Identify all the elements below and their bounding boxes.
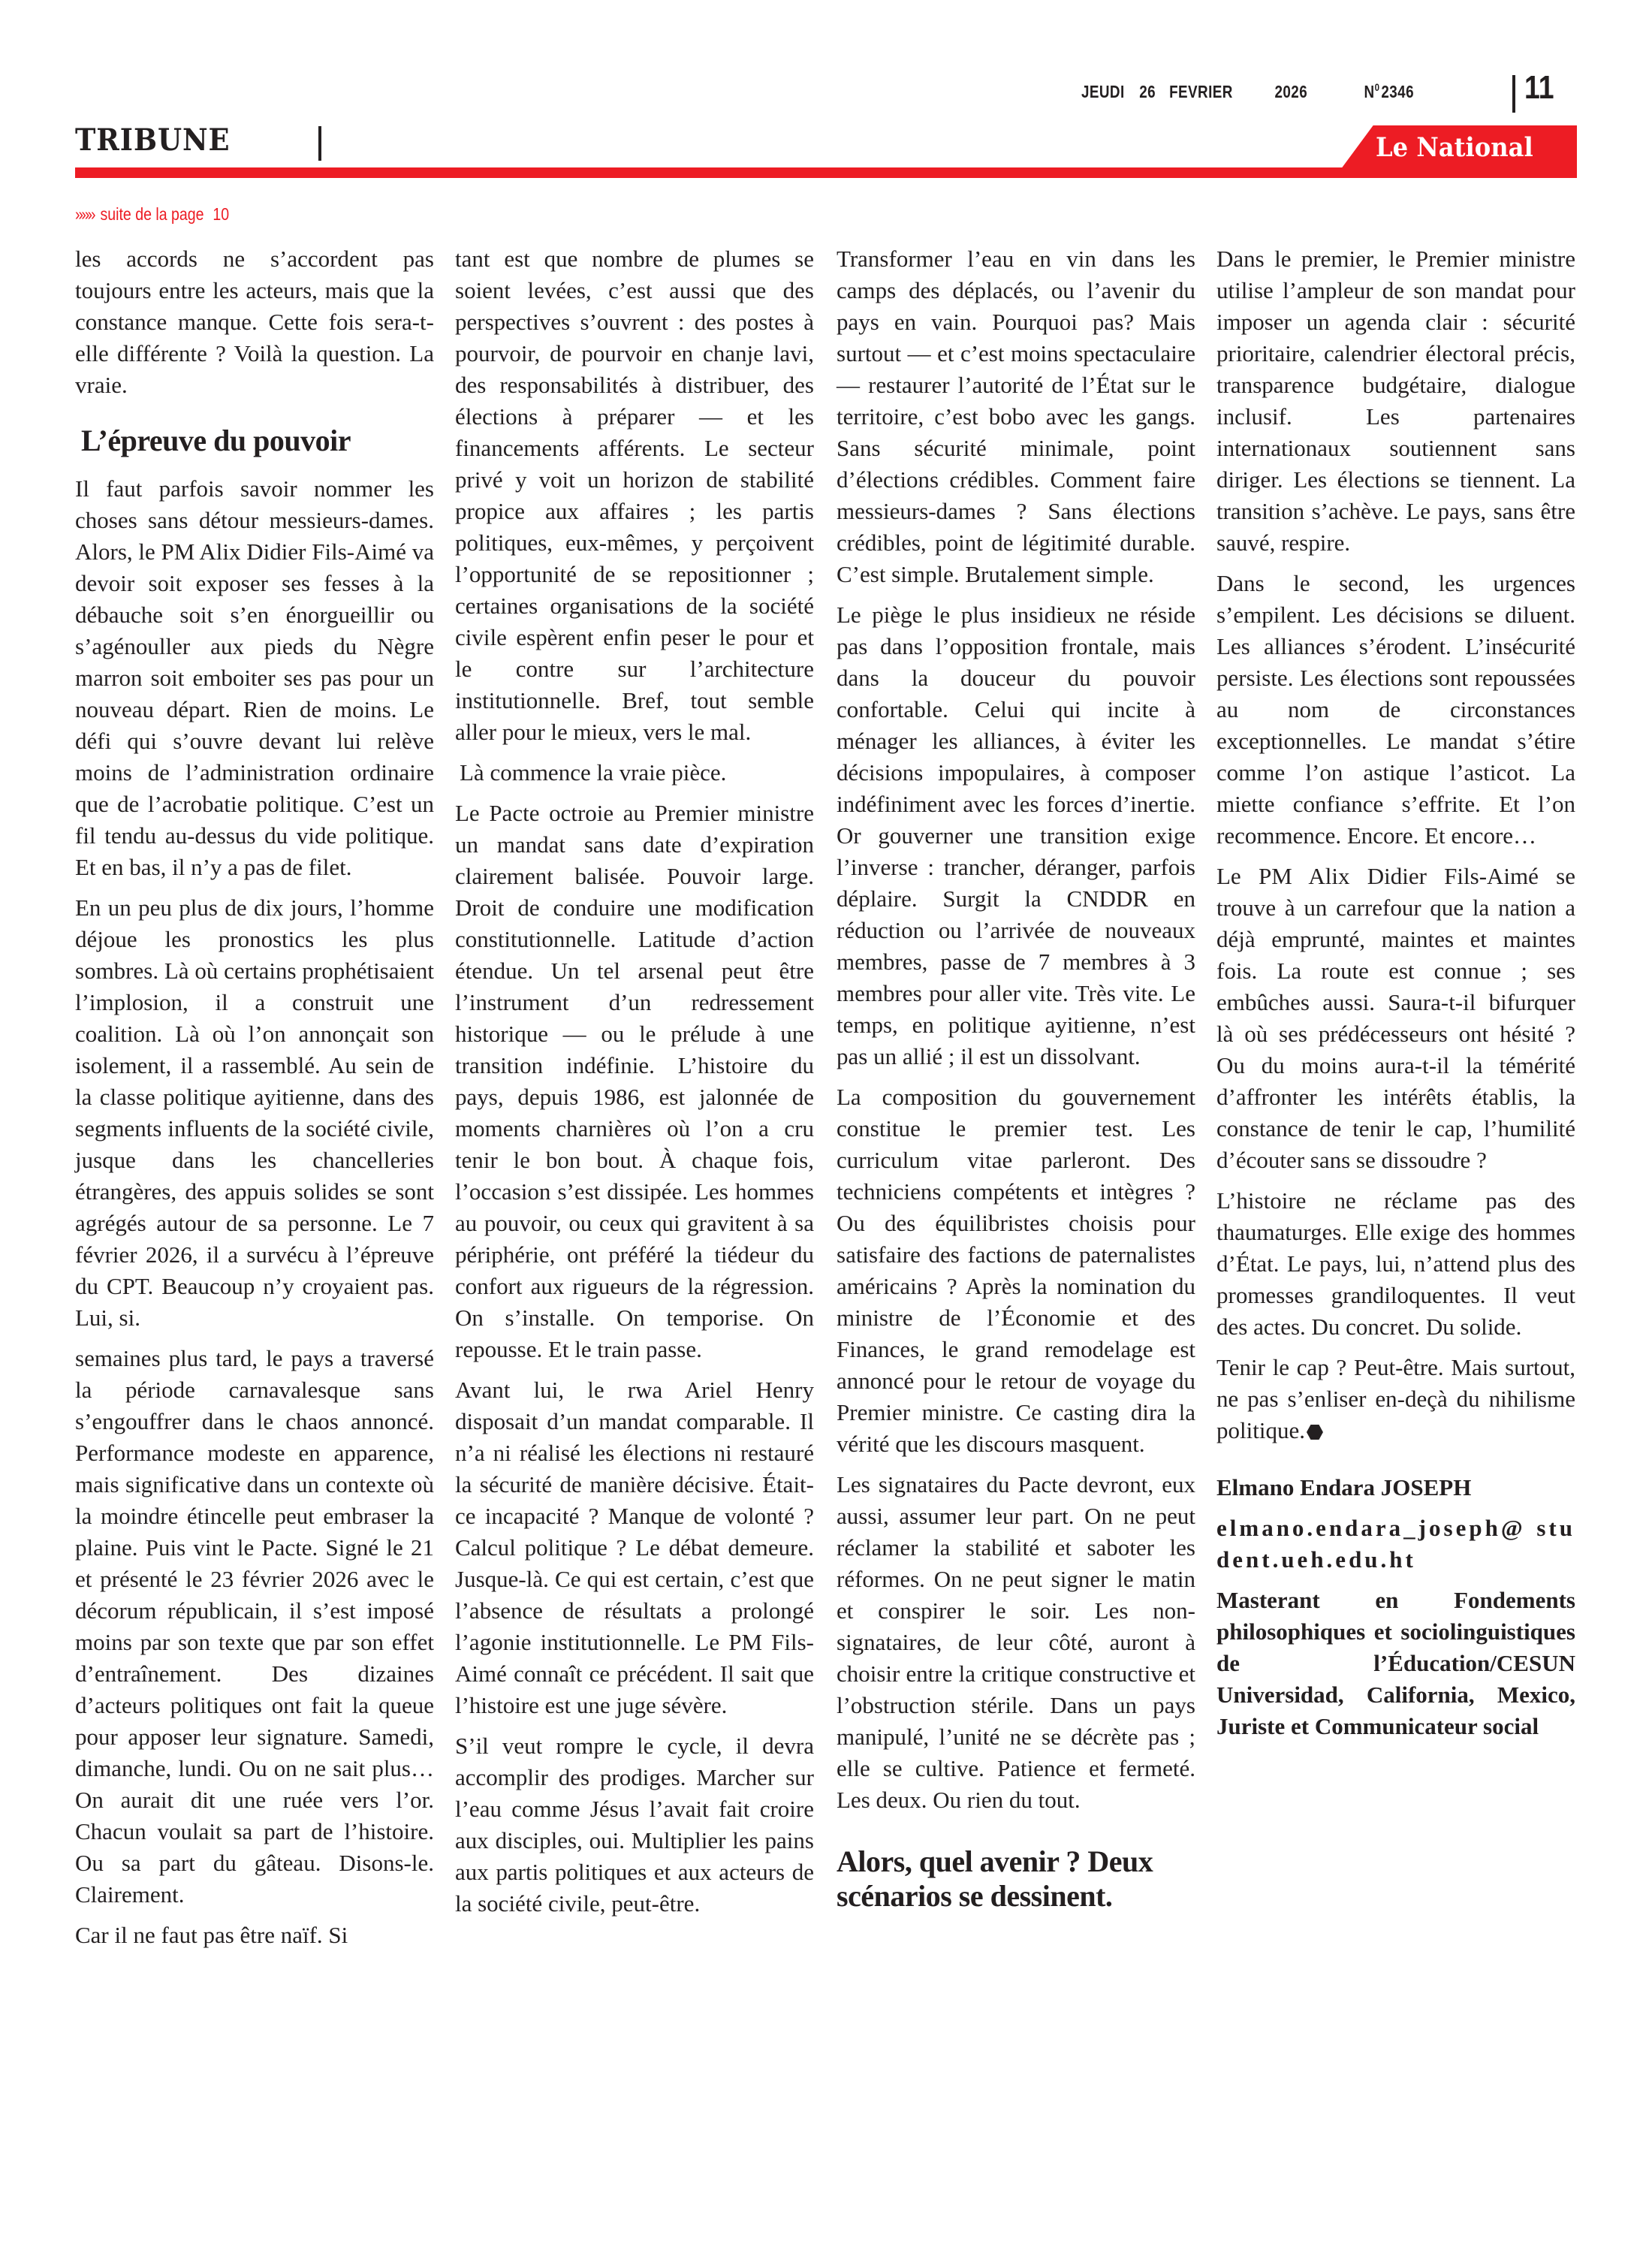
issue-number-value: 2346	[1381, 81, 1414, 101]
issue-number-prefix: N	[1364, 81, 1375, 101]
author-bio: Masterant en Fondements philosophiques et sociolinguistiques de l’Éducation/CESUN Universidad, California, Mexico, Juriste et Communicateur social	[1216, 1587, 1575, 1739]
issue-number	[1364, 81, 1414, 102]
paragraph: tant est que nombre de plumes se soient levées, c’est aussi que des perspectives s’ouvrent : des postes à pourvoir, de pourvoir en chanje lavi, des responsabilités à distribuer, des élections à préparer — et les financements afférents. Le secteur privé y voit un horizon de stabilité propice aux affaires ; les partis politiques, eux-mêmes, y perçoivent l’opportunité de se repositionner ; certaines organisations de la société civile espèrent enfin peser le pour et le contre sur l’architecture institutionnelle. Bref, tout semble aller pour le mieux, vers le mal.	[455, 246, 814, 745]
section-title: TRIBUNE	[75, 122, 231, 158]
article-column-3	[837, 243, 1195, 1914]
paragraph: Là commence la vraie pièce.	[460, 759, 727, 786]
continued-arrows-icon: »»»	[75, 204, 94, 224]
subheading: Alors, quel avenir ? Deux scénarios se dessinent.	[837, 1844, 1153, 1913]
author-name: Elmano Endara JOSEPH	[1216, 1474, 1472, 1500]
paragraph: les accords ne s’accordent pas toujours entre les acteurs, mais que la constance manque. Cette fois sera-t-elle différente ? Voilà la question. La vraie.	[75, 246, 434, 398]
issue-month: FEVRIER	[1169, 81, 1233, 101]
paragraph: Le piège le plus insidieux ne réside pas dans l’opposition frontale, mais dans la douceur du pouvoir confortable. Celui qui incite à ménager les alliances, à éviter les décisions impopulaires, à composer indéfiniment avec les forces d’inertie. Or gouverner une transition exige l’inverse : trancher, déranger, parfois déplaire. Surgit la CNDDR en réduction ou l’arrivée de nouveaux membres, passe de 7 membres à 3 membres pour aller vite. Très vite. Le temps, en politique ayitienne, n’est pas un allié ; il est un dissolvant.	[837, 602, 1195, 1069]
paragraph: L’histoire ne réclame pas des thaumaturges. Elle exige des hommes d’État. Le pays, lui, n’attend plus des promesses grandiloquentes. Il veut des actes. Du concret. Du solide.	[1216, 1187, 1575, 1340]
paragraph: S’il veut rompre le cycle, il devra accomplir des prodiges. Marcher sur l’eau comme Jésus l’avait fait croire aux disciples, oui. Multiplier les pains aux partis politiques et aux acteurs de la société civile, peut-être.	[455, 1733, 814, 1917]
paragraph: Le Pacte octroie au Premier ministre un mandat sans date d’expiration clairement balisée. Pouvoir large. Droit de conduire une modification constitutionnelle. Latitude d’action étendue. Un tel arsenal peut être l’instrument d’un redressement historique — ou le prélude à une transition indéfinie. L’histoire du pays, depuis 1986, est jalonnée de moments charnières où l’on a cru tenir le bon bout. À chaque fois, l’occasion s’est dissipée. Les hommes au pouvoir, ou ceux qui gravitent à sa périphérie, ont préféré la tiédeur du confort aux rigueurs de la régression. On s’installe. On temporise. On repousse. Et le train passe.	[455, 800, 814, 1362]
author-block	[1216, 1472, 1575, 1742]
paragraph: Avant lui, le rwa Ariel Henry disposait d’un mandat comparable. Il n’a ni réalisé les élections ni restauré la sécurité de manière décisive. Était-ce incapacité ? Manque de volonté ? Calcul politique ? Le débat demeure. Jusque-là. Ce qui est certain, c’est que l’absence de résultats a prolongé l’agonie institutionnelle. Le PM Fils-Aimé connaît ce précédent. Il sait que l’histoire est une juge sévère.	[455, 1377, 814, 1718]
closing-paragraph-text: Tenir le cap ? Peut-être. Mais surtout, ne pas s’enliser en-deçà du nihilisme politique.	[1216, 1354, 1575, 1443]
issue-date-number: 26	[1139, 81, 1156, 101]
continued-from-link[interactable]	[75, 204, 229, 225]
paragraph: Dans le second, les urgences s’empilent. Les décisions se diluent. Les alliances s’érodent. L’insécurité persiste. Les élections sont repoussées au nom de circonstances exceptionnelles. Le mandat s’étire comme l’on astique l’asticot. La miette confiance s’effrite. Et l’on recommence. Encore. Et encore…	[1216, 570, 1575, 849]
section-divider	[318, 126, 321, 161]
page-number: 11	[1524, 69, 1554, 106]
continued-page-number: 10	[213, 204, 230, 224]
paragraph: semaines plus tard, le pays a traversé la période carnavalesque sans s’engouffrer dans le chaos annoncé. Performance modeste en apparence, mais significative dans un contexte où la moindre étincelle peut embraser la plaine. Puis vint le Pacte. Signé le 21 et présenté le 23 février 2026 avec le décorum républicain, il s’est imposé moins par son texte que par son effet d’entraînement. Des dizaines d’acteurs politiques ont fait la queue pour apposer leur signature. Samedi, dimanche, lundi. Ou on ne sait plus… On aurait dit une ruée vers l’or. Chacun voulait sa part de l’histoire. Ou sa part du gâteau. Disons-le. Clairement.	[75, 1345, 434, 1908]
issue-dateline	[1081, 81, 1439, 102]
issue-year: 2026	[1274, 81, 1308, 101]
article-column-4	[1216, 243, 1575, 1751]
paragraph: Dans le premier, le Premier ministre utilise l’ampleur de son mandat pour imposer un agenda clair : sécurité prioritaire, calendrier électoral précis, transparence budgétaire, dialogue inclusif. Les partenaires internationaux soutiennent sans diriger. Les élections se tiennent. La transition s’achève. Le pays, sans être sauvé, respire.	[1216, 246, 1575, 556]
closing-paragraph	[1216, 1352, 1575, 1446]
paragraph: Le PM Alix Didier Fils-Aimé se trouve à un carrefour que la nation a déjà emprunté, maintes et maintes fois. La route est connue ; ses embûches aussi. Saura-t-il bifurquer là où ses prédécesseurs ont hésité ? Ou du moins aura-t-il la témérité d’affronter les intérêts établis, la constance de tenir le cap, l’humilité d’écouter sans se dissoudre ?	[1216, 863, 1575, 1173]
paragraph: Transformer l’eau en vin dans les camps des déplacés, ou l’avenir du pays en vain. Pourquoi pas? Mais surtout — et c’est moins spectaculaire — restaurer l’autorité de l’État sur le territoire, c’est bobo avec les gangs. Sans sécurité minimale, point d’élections crédibles. Comment faire messieurs-dames ? Sans élections crédibles, point de légitimité durable. C’est simple. Brutalement simple.	[837, 246, 1195, 587]
end-of-article-icon	[1307, 1425, 1323, 1440]
issue-number-superscript: 0	[1374, 81, 1380, 93]
page-number-divider	[1512, 75, 1515, 113]
issue-day: JEUDI	[1081, 81, 1125, 101]
paragraph: En un peu plus de dix jours, l’homme déjoue les pronostics les plus sombres. Là où certains prophétisaient l’implosion, il a construit une coalition. Là où l’on annonçait son isolement, il a rassemblé. Au sein de la classe politique ayitienne, dans des segments influents de la société civile, jusque dans les chancelleries étrangères, des appuis solides se sont agrégés autour de sa personne. Le 7 février 2026, il a survécu à l’épreuve du CPT. Beaucoup n’y croyaient pas. Lui, si.	[75, 894, 434, 1331]
article-column-1	[75, 243, 434, 1960]
paragraph: Car il ne faut pas être naïf. Si	[75, 1922, 348, 1948]
article-column-2	[455, 243, 814, 1929]
paragraph: Les signataires du Pacte devront, eux aussi, assumer leur part. On ne peut réclamer la stabilité et saboter les réformes. On ne peut signer le matin et conspirer le soir. Les non-signataires, de leur côté, auront à choisir entre la critique constructive et l’obstruction stérile. Dans un pays manipulé, l’unité ne se décrète pas ; elle se cultive. Patience et fermeté. Les deux. Ou rien du tout.	[837, 1471, 1195, 1813]
brand-name: Le National	[1376, 132, 1533, 163]
continued-label: suite de la page	[100, 204, 204, 224]
paragraph: Il faut parfois savoir nommer les choses sans détour messieurs-dames. Alors, le PM Alix Didier Fils-Aimé va devoir soit exposer ses fesses à la débauche soit s’en énorgueillir ou s’agénouller aux pieds du Nègre marron soit emboiter ses pas pour un nouveau départ. Rien de moins. Le défi qui s’ouvre devant lui relève moins de l’administration ordinaire que de l’acrobatie politique. C’est un fil tendu au-dessus du vide politique. Et en bas, il n’y a pas de filet.	[75, 475, 434, 880]
paragraph: La composition du gouvernement constitue le premier test. Les curriculum vitae parleront. Des techniciens compétents et intègres ? Ou des équilibristes choisis pour satisfaire des factions de paternalistes américains ? Après la nomination du ministre de l’Économie et des Finances, le grand remodelage est annoncé pour le retour de voyage du Premier ministre. Ce casting dira la vérité que les discours masquent.	[837, 1084, 1195, 1457]
author-email[interactable]: elmano.endara_joseph@ student.ueh.edu.ht	[1216, 1515, 1575, 1573]
subheading: L’épreuve du pouvoir	[81, 424, 351, 457]
